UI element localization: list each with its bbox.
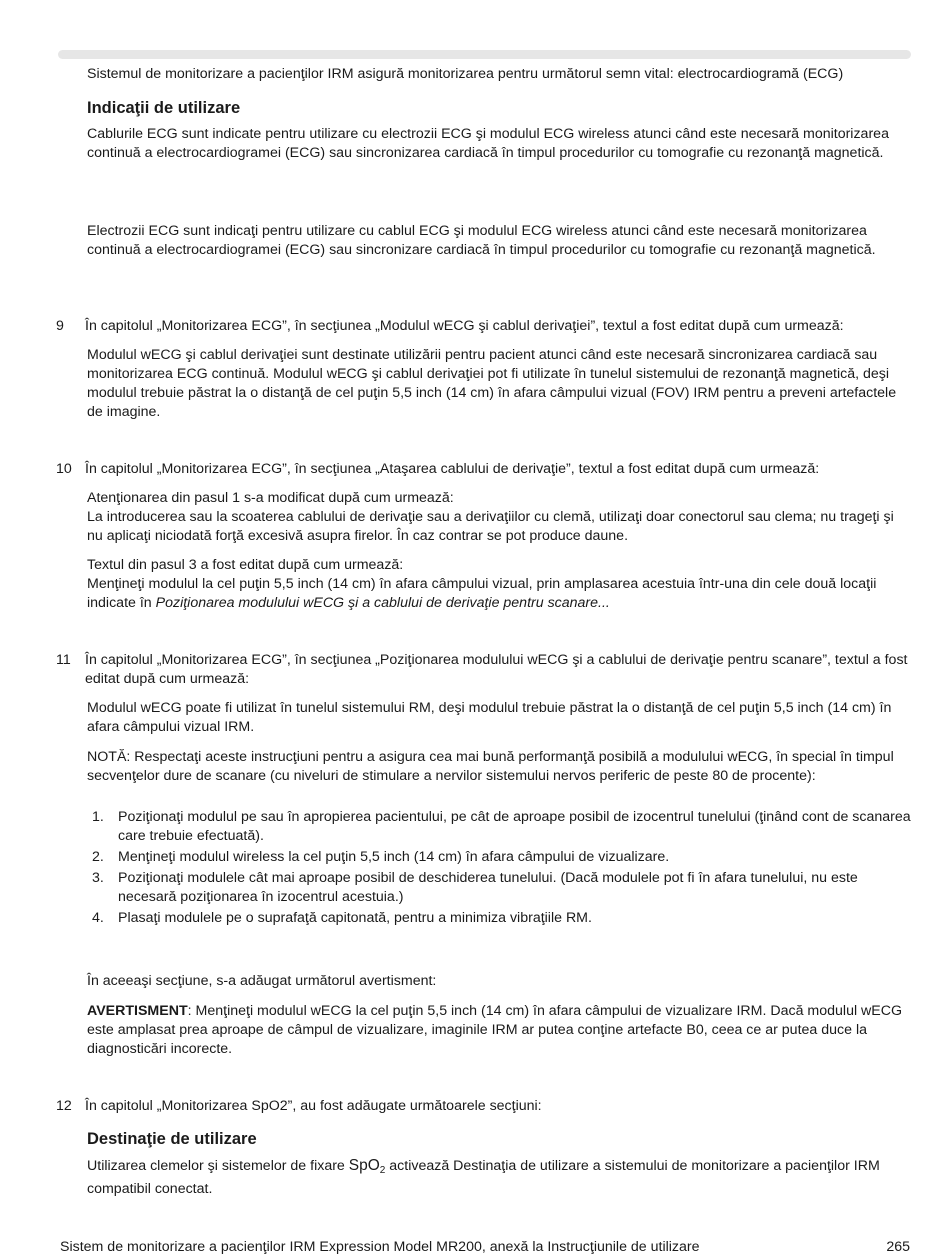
item-number-9: 9 [56,318,64,334]
intended-use-text-after: activează Destinaţia de utilizare a sistemului de monitorizare a pacienţilor IRM compatibil conectat. [87,1158,880,1197]
item-11-steps [87,808,912,930]
page-number: 265 [886,1239,910,1255]
step-number: 3. [92,870,104,886]
indications-para-1: Cablurile ECG sunt indicate pentru utilizare cu electrozii ECG şi modulul ECG wireless atunci când este necesară monitorizarea continuă a electrocardiogramei (ECG) sau sincronizarea cardiacă în timpul procedurilor cu tomografie cu rezonanţă magnetică. [87,126,889,161]
step-text: Menţineţi modulul wireless la cel puţin 5,5 inch (14 cm) în afara câmpului de vizualizare. [118,849,670,865]
item-9-para: Modulul wECG şi cablul derivaţiei sunt destinate utilizării pentru pacient atunci când este necesară sincronizarea cardiacă sau monitorizarea ECG continuă. Modulul wECG şi cablul derivaţiei pot fi utilizate în tunelul sistemului de rezonanţă magnetică, deşi modulul trebuie păstrat la o distanţă de cel puţin 5,5 inch (14 cm) în afara câmpului vizual (FOV) IRM pentru a preveni artefactele de imagine. [87,347,897,420]
item-10-para-1-line-1: Atenţionarea din pasul 1 s-a modificat după cum urmează: [87,490,454,506]
item-11-text: În capitolul „Monitorizarea ECG”, în secţiunea „Poziţionarea modulului wECG şi a cablului de derivaţie pentru scanare”, textul a fost editat după cum urmează: [85,652,908,687]
spo2-term [349,1157,386,1174]
item-number-12: 12 [56,1098,72,1114]
item-10-text: În capitolul „Monitorizarea ECG”, în secţiunea „Ataşarea cablului de derivaţie”, textul a fost editat după cum urmează: [85,461,820,477]
step-item [87,869,912,907]
warning-text: : Menţineţi modulul wECG la cel puţin 5,5 inch (14 cm) în afara câmpului de vizualizare IRM. Dacă modulul wECG este amplasat prea aproape de câmpul de vizualizare, imaginile IRM ar putea conţine artefacte B0, ceea ce ar putea duce la diagnosticări incorecte. [87,1003,903,1057]
indications-para-2: Electrozii ECG sunt indicaţi pentru utilizare cu cablul ECG şi modulul ECG wireless atunci când este necesară monitorizarea continuă a electrocardiogramei (ECG) sau sincronizare cardiacă în timpul procedurilor cu tomografie cu rezonanţă magnetică. [87,223,876,258]
spo2-base: SpO [348,1157,380,1174]
item-number-11: 11 [56,652,71,668]
intended-use-text-before: Utilizarea clemelor şi sistemelor de fixare [87,1158,349,1174]
item-10-para-2-line-2 [87,575,912,613]
item-10-para-2 [87,556,912,613]
step-text: Poziţionaţi modulele cât mai aproape posibil de deschiderea tunelului. (Dacă modulele pot fi în afara tunelului, nu este necesară poziţionarea în izocentrul acestuia.) [118,870,858,905]
step-item [87,909,912,928]
header-rule [58,50,911,59]
step-number: 2. [92,849,104,865]
spo2-subscript: 2 [379,1165,386,1176]
intended-use-para [87,1156,912,1199]
item-10-para-2-text: Menţineţi modulul la cel puţin 5,5 inch (14 cm) în afara câmpului vizual, prin amplasarea acestuia într-una din cele două locaţii indicate în [87,576,877,611]
footer-title: Sistem de monitorizare a pacienţilor IRM Expression Model MR200, anexă la Instrucţiunile de utilizare [60,1239,700,1255]
item-10-para-1-line-2: La introducerea sau la scoaterea cablului de derivaţie sau a derivaţiilor cu clemă, utilizaţi doar conectorul sau clema; nu trageţi şi nu aplicaţi niciodată forţă excesivă asupra firelor. În caz contrar se pot produce daune. [87,509,894,544]
intro-line: Sistemul de monitorizare a pacienţilor IRM asigură monitorizarea pentru următorul semn vital: electrocardiogramă (ECG) [87,66,844,82]
item-10-para-1 [87,489,912,546]
item-number-10: 10 [56,461,72,477]
step-item [87,848,912,867]
intended-use-heading: Destinaţie de utilizare [87,1130,257,1148]
indications-heading: Indicaţii de utilizare [87,99,241,117]
item-11-warning [87,1002,912,1059]
step-number: 4. [92,910,104,926]
warning-label: AVERTISMENT [87,1003,188,1019]
item-11-note: NOTĂ: Respectaţi aceste instrucţiuni pentru a asigura cea mai bună performanţă posibilă a modulului wECG, în special în timpul secvenţelor dure de scanare (cu niveluri de stimulare a nervilor sistemului nervos periferic de peste 80 de procente): [87,749,894,784]
step-number: 1. [92,809,104,825]
item-11-para-1: Modulul wECG poate fi utilizat în tunelul sistemului RM, deşi modulul trebuie păstrat la o distanţă de cel puţin 5,5 inch (14 cm) în afara câmpului vizual IRM. [87,700,892,735]
item-9-text: În capitolul „Monitorizarea ECG”, în secţiunea „Modulul wECG şi cablul derivaţiei”, textul a fost editat după cum urmează: [85,318,844,334]
step-text: Poziţionaţi modulul pe sau în apropierea pacientului, pe cât de aproape posibil de izocentrul tunelului (ţinând cont de scanarea care trebuie efectuată). [118,809,911,844]
step-item [87,808,912,846]
item-12-text: În capitolul „Monitorizarea SpO2”, au fost adăugate următoarele secţiuni: [85,1098,542,1114]
item-11-warning-intro: În aceeaşi secţiune, s-a adăugat următorul avertisment: [87,973,437,989]
item-10-para-2-line-1: Textul din pasul 3 a fost editat după cum urmează: [87,557,404,573]
step-text: Plasaţi modulele pe o suprafaţă capitonată, pentru a minimiza vibraţiile RM. [118,910,592,926]
item-10-reference: Poziţionarea modulului wECG şi a cablului de derivaţie pentru scanare... [155,595,610,611]
